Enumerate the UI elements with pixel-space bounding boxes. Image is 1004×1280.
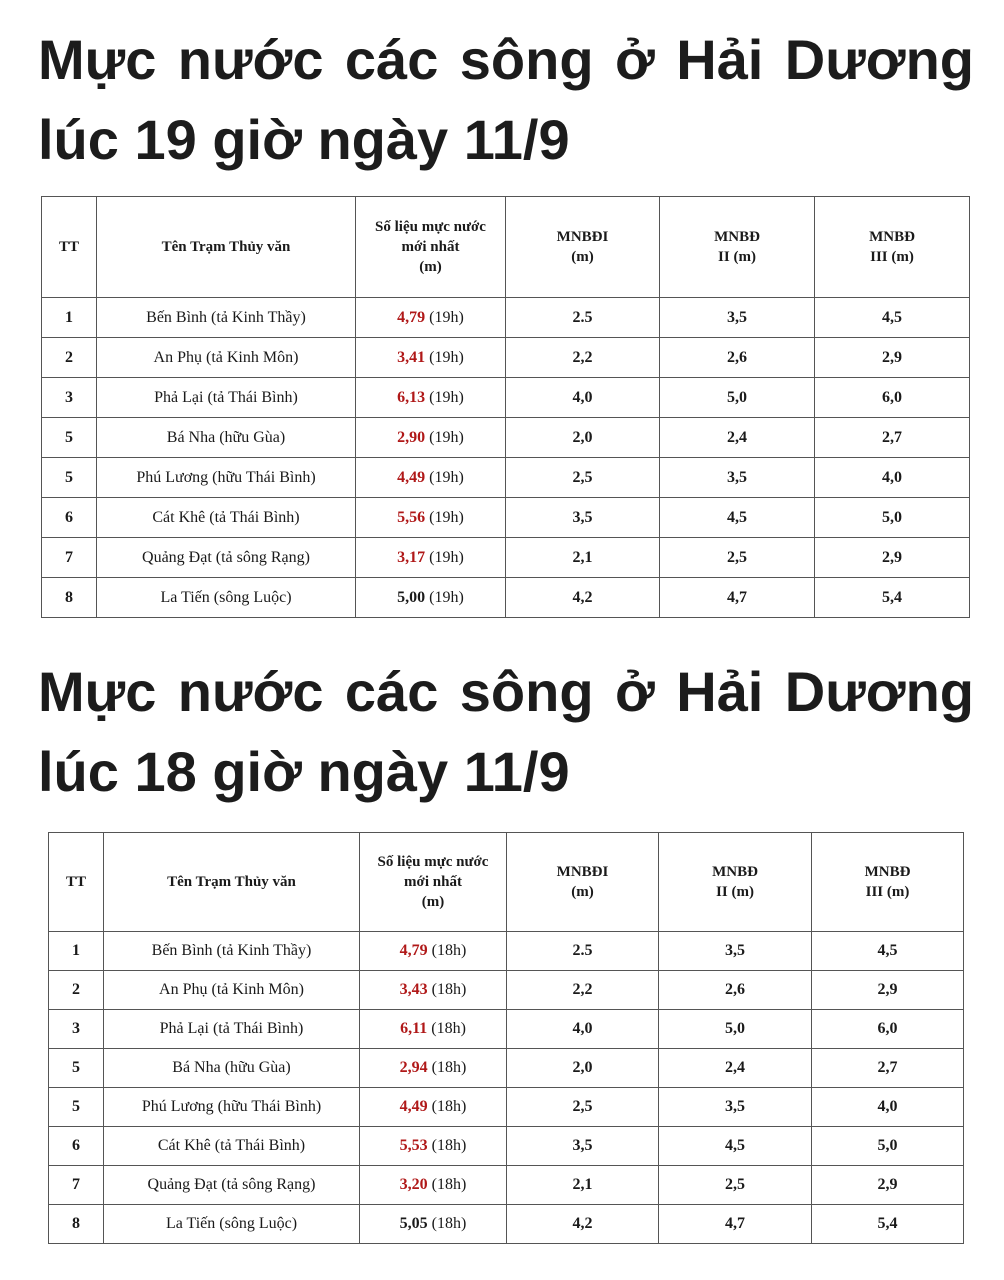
table-row bbox=[49, 1166, 964, 1205]
water-level-time: (18h) bbox=[431, 1059, 467, 1076]
header-mnbd-1 bbox=[507, 833, 659, 932]
table-row bbox=[49, 971, 964, 1010]
header-mnbd-1 bbox=[506, 197, 660, 298]
header-mnbd-2-line-1: MNBĐ bbox=[714, 229, 760, 245]
water-level-value: 4,49 bbox=[397, 468, 426, 486]
station-name: Quảng Đạt (tả sông Rạng) bbox=[104, 1166, 360, 1205]
table-row bbox=[49, 1127, 964, 1166]
section-1-title bbox=[38, 20, 974, 180]
alarm-level-3: 2,9 bbox=[815, 338, 970, 378]
header-mnbd-3 bbox=[812, 833, 964, 932]
alarm-level-3: 2,9 bbox=[815, 538, 970, 578]
section-2-title bbox=[38, 652, 974, 812]
water-level-time: (19h) bbox=[429, 508, 464, 526]
latest-water-level bbox=[356, 298, 506, 338]
alarm-level-2: 4,7 bbox=[659, 1205, 812, 1244]
station-name: Cát Khê (tả Thái Bình) bbox=[104, 1127, 360, 1166]
header-station: Tên Trạm Thủy văn bbox=[97, 197, 356, 298]
water-level-value: 4,49 bbox=[399, 1098, 428, 1115]
water-level-value: 4,79 bbox=[399, 942, 428, 959]
latest-water-level bbox=[360, 1010, 507, 1049]
row-number: 2 bbox=[49, 971, 104, 1010]
header-latest-line-2: mới nhất bbox=[401, 239, 460, 255]
station-name: Phả Lại (tả Thái Bình) bbox=[97, 378, 356, 418]
station-name: Bến Bình (tả Kinh Thầy) bbox=[97, 298, 356, 338]
alarm-level-2: 2,5 bbox=[660, 538, 815, 578]
header-latest-level bbox=[360, 833, 507, 932]
row-number: 6 bbox=[49, 1127, 104, 1166]
latest-water-level bbox=[356, 578, 506, 618]
alarm-level-3: 4,5 bbox=[812, 932, 964, 971]
row-number: 5 bbox=[49, 1049, 104, 1088]
water-level-time: (19h) bbox=[429, 348, 464, 366]
latest-water-level bbox=[360, 1205, 507, 1244]
alarm-level-3: 6,0 bbox=[812, 1010, 964, 1049]
header-latest-line-3: (m) bbox=[419, 259, 442, 275]
alarm-level-2: 2,4 bbox=[659, 1049, 812, 1088]
alarm-level-2: 2,6 bbox=[660, 338, 815, 378]
water-level-time: (18h) bbox=[431, 1176, 467, 1193]
row-number: 8 bbox=[49, 1205, 104, 1244]
header-mnbd-2-line-2: II (m) bbox=[716, 884, 754, 900]
latest-water-level bbox=[360, 1166, 507, 1205]
alarm-level-3: 4,5 bbox=[815, 298, 970, 338]
water-level-time: (18h) bbox=[431, 1020, 466, 1037]
alarm-level-2: 5,0 bbox=[660, 378, 815, 418]
alarm-level-2: 4,7 bbox=[660, 578, 815, 618]
latest-water-level bbox=[356, 418, 506, 458]
row-number: 7 bbox=[49, 1166, 104, 1205]
section-2-title-line-1: Mực nước các sông ở Hải Dương bbox=[38, 660, 974, 723]
alarm-level-1: 4,2 bbox=[506, 578, 660, 618]
header-mnbd-2 bbox=[660, 197, 815, 298]
alarm-level-2: 4,5 bbox=[659, 1127, 812, 1166]
header-latest-line-1: Số liệu mực nước bbox=[377, 854, 489, 870]
water-level-time: (19h) bbox=[429, 548, 464, 566]
header-mnbd-1-line-2: (m) bbox=[571, 249, 594, 265]
water-level-time: (18h) bbox=[431, 1098, 467, 1115]
alarm-level-2: 3,5 bbox=[659, 932, 812, 971]
table-row bbox=[42, 498, 970, 538]
alarm-level-2: 3,5 bbox=[660, 298, 815, 338]
table-row bbox=[42, 418, 970, 458]
alarm-level-1: 2,5 bbox=[506, 458, 660, 498]
station-name: Quảng Đạt (tả sông Rạng) bbox=[97, 538, 356, 578]
water-level-time: (18h) bbox=[431, 981, 467, 998]
latest-water-level bbox=[360, 1049, 507, 1088]
station-name: Phả Lại (tả Thái Bình) bbox=[104, 1010, 360, 1049]
alarm-level-3: 6,0 bbox=[815, 378, 970, 418]
alarm-level-3: 2,9 bbox=[812, 971, 964, 1010]
section-2-title-line-2: lúc 18 giờ ngày 11/9 bbox=[38, 740, 570, 803]
row-number: 7 bbox=[42, 538, 97, 578]
row-number: 8 bbox=[42, 578, 97, 618]
header-mnbd-3-line-2: III (m) bbox=[870, 249, 914, 265]
station-name: Phú Lương (hữu Thái Bình) bbox=[97, 458, 356, 498]
header-mnbd-2-line-2: II (m) bbox=[718, 249, 756, 265]
alarm-level-1: 2.5 bbox=[506, 298, 660, 338]
station-name: Bến Bình (tả Kinh Thầy) bbox=[104, 932, 360, 971]
row-number: 5 bbox=[42, 458, 97, 498]
water-level-value: 3,17 bbox=[397, 548, 426, 566]
alarm-level-3: 5,0 bbox=[815, 498, 970, 538]
latest-water-level bbox=[356, 338, 506, 378]
water-level-value: 5,53 bbox=[399, 1137, 428, 1154]
station-name: Cát Khê (tả Thái Bình) bbox=[97, 498, 356, 538]
alarm-level-2: 2,4 bbox=[660, 418, 815, 458]
alarm-level-1: 2,2 bbox=[507, 971, 659, 1010]
header-tt: TT bbox=[42, 197, 97, 298]
table-body bbox=[42, 298, 970, 618]
station-name: Phú Lương (hữu Thái Bình) bbox=[104, 1088, 360, 1127]
water-level-time: (18h) bbox=[431, 1215, 467, 1232]
row-number: 5 bbox=[49, 1088, 104, 1127]
row-number: 6 bbox=[42, 498, 97, 538]
alarm-level-1: 2,0 bbox=[506, 418, 660, 458]
table-header-row bbox=[49, 833, 964, 932]
table-row bbox=[42, 578, 970, 618]
water-level-value: 5,56 bbox=[397, 508, 426, 526]
alarm-level-1: 3,5 bbox=[507, 1127, 659, 1166]
header-mnbd-3-line-1: MNBĐ bbox=[864, 864, 911, 880]
water-level-value: 3,20 bbox=[399, 1176, 428, 1193]
latest-water-level bbox=[356, 498, 506, 538]
alarm-level-2: 3,5 bbox=[660, 458, 815, 498]
table-body bbox=[49, 932, 964, 1244]
table-row bbox=[49, 932, 964, 971]
water-level-table-18h bbox=[48, 832, 964, 1244]
table-row bbox=[42, 458, 970, 498]
header-mnbd-3 bbox=[815, 197, 970, 298]
header-mnbd-3-line-2: III (m) bbox=[865, 884, 910, 900]
section-1-title-line-1: Mực nước các sông ở Hải Dương bbox=[38, 28, 974, 91]
alarm-level-1: 4,0 bbox=[507, 1010, 659, 1049]
alarm-level-3: 4,0 bbox=[812, 1088, 964, 1127]
table-row bbox=[49, 1049, 964, 1088]
table-row bbox=[49, 1088, 964, 1127]
water-level-value: 3,41 bbox=[397, 348, 426, 366]
header-mnbd-1-line-2: (m) bbox=[571, 884, 594, 900]
water-level-time: (18h) bbox=[431, 942, 467, 959]
station-name: An Phụ (tả Kinh Môn) bbox=[104, 971, 360, 1010]
water-level-time: (19h) bbox=[429, 388, 464, 406]
water-level-value: 2,94 bbox=[399, 1059, 428, 1076]
table-row bbox=[42, 538, 970, 578]
latest-water-level bbox=[360, 1127, 507, 1166]
row-number: 1 bbox=[49, 932, 104, 971]
water-level-time: (18h) bbox=[431, 1137, 467, 1154]
alarm-level-1: 4,0 bbox=[506, 378, 660, 418]
row-number: 1 bbox=[42, 298, 97, 338]
alarm-level-3: 2,7 bbox=[815, 418, 970, 458]
table-row bbox=[42, 378, 970, 418]
alarm-level-3: 5,4 bbox=[815, 578, 970, 618]
header-latest-line-1: Số liệu mực nước bbox=[375, 219, 486, 235]
station-name: Bá Nha (hữu Gùa) bbox=[104, 1049, 360, 1088]
latest-water-level bbox=[356, 538, 506, 578]
alarm-level-1: 2,1 bbox=[507, 1166, 659, 1205]
table-header-row bbox=[42, 197, 970, 298]
water-level-value: 3,43 bbox=[399, 981, 428, 998]
station-name: Bá Nha (hữu Gùa) bbox=[97, 418, 356, 458]
alarm-level-3: 4,0 bbox=[815, 458, 970, 498]
alarm-level-2: 3,5 bbox=[659, 1088, 812, 1127]
row-number: 3 bbox=[42, 378, 97, 418]
water-level-value: 4,79 bbox=[397, 308, 426, 326]
header-mnbd-1-line-1: MNBĐI bbox=[556, 864, 609, 880]
alarm-level-1: 4,2 bbox=[507, 1205, 659, 1244]
water-level-value: 6,11 bbox=[400, 1020, 428, 1037]
header-mnbd-2 bbox=[659, 833, 812, 932]
water-level-time: (19h) bbox=[429, 468, 464, 486]
table-row bbox=[42, 338, 970, 378]
table-row bbox=[42, 298, 970, 338]
alarm-level-3: 5,0 bbox=[812, 1127, 964, 1166]
latest-water-level bbox=[360, 1088, 507, 1127]
water-level-value: 6,13 bbox=[397, 388, 426, 406]
header-latest-line-3: (m) bbox=[421, 894, 445, 910]
row-number: 3 bbox=[49, 1010, 104, 1049]
alarm-level-2: 4,5 bbox=[660, 498, 815, 538]
row-number: 2 bbox=[42, 338, 97, 378]
header-latest-level bbox=[356, 197, 506, 298]
alarm-level-1: 2.5 bbox=[507, 932, 659, 971]
latest-water-level bbox=[356, 378, 506, 418]
alarm-level-1: 2,1 bbox=[506, 538, 660, 578]
alarm-level-2: 5,0 bbox=[659, 1010, 812, 1049]
water-level-time: (19h) bbox=[429, 308, 464, 326]
alarm-level-3: 5,4 bbox=[812, 1205, 964, 1244]
station-name: La Tiến (sông Luộc) bbox=[97, 578, 356, 618]
alarm-level-1: 3,5 bbox=[506, 498, 660, 538]
latest-water-level bbox=[356, 458, 506, 498]
table-row bbox=[49, 1010, 964, 1049]
row-number: 5 bbox=[42, 418, 97, 458]
section-1-title-line-2: lúc 19 giờ ngày 11/9 bbox=[38, 108, 570, 171]
alarm-level-2: 2,5 bbox=[659, 1166, 812, 1205]
water-level-value: 5,05 bbox=[399, 1215, 428, 1232]
latest-water-level bbox=[360, 932, 507, 971]
water-level-time: (19h) bbox=[429, 428, 464, 446]
header-mnbd-3-line-1: MNBĐ bbox=[869, 229, 915, 245]
water-level-table-19h bbox=[41, 196, 970, 618]
latest-water-level bbox=[360, 971, 507, 1010]
station-name: La Tiến (sông Luộc) bbox=[104, 1205, 360, 1244]
alarm-level-2: 2,6 bbox=[659, 971, 812, 1010]
water-level-time: (19h) bbox=[429, 588, 464, 606]
alarm-level-3: 2,7 bbox=[812, 1049, 964, 1088]
station-name: An Phụ (tả Kinh Môn) bbox=[97, 338, 356, 378]
header-tt: TT bbox=[49, 833, 104, 932]
alarm-level-1: 2,2 bbox=[506, 338, 660, 378]
header-mnbd-2-line-1: MNBĐ bbox=[712, 864, 758, 880]
alarm-level-1: 2,5 bbox=[507, 1088, 659, 1127]
water-level-value: 5,00 bbox=[397, 588, 426, 606]
water-level-value: 2,90 bbox=[397, 428, 426, 446]
alarm-level-1: 2,0 bbox=[507, 1049, 659, 1088]
table-row bbox=[49, 1205, 964, 1244]
header-station: Tên Trạm Thủy văn bbox=[104, 833, 360, 932]
alarm-level-3: 2,9 bbox=[812, 1166, 964, 1205]
header-latest-line-2: mới nhất bbox=[404, 874, 462, 890]
header-mnbd-1-line-1: MNBĐI bbox=[556, 229, 609, 245]
